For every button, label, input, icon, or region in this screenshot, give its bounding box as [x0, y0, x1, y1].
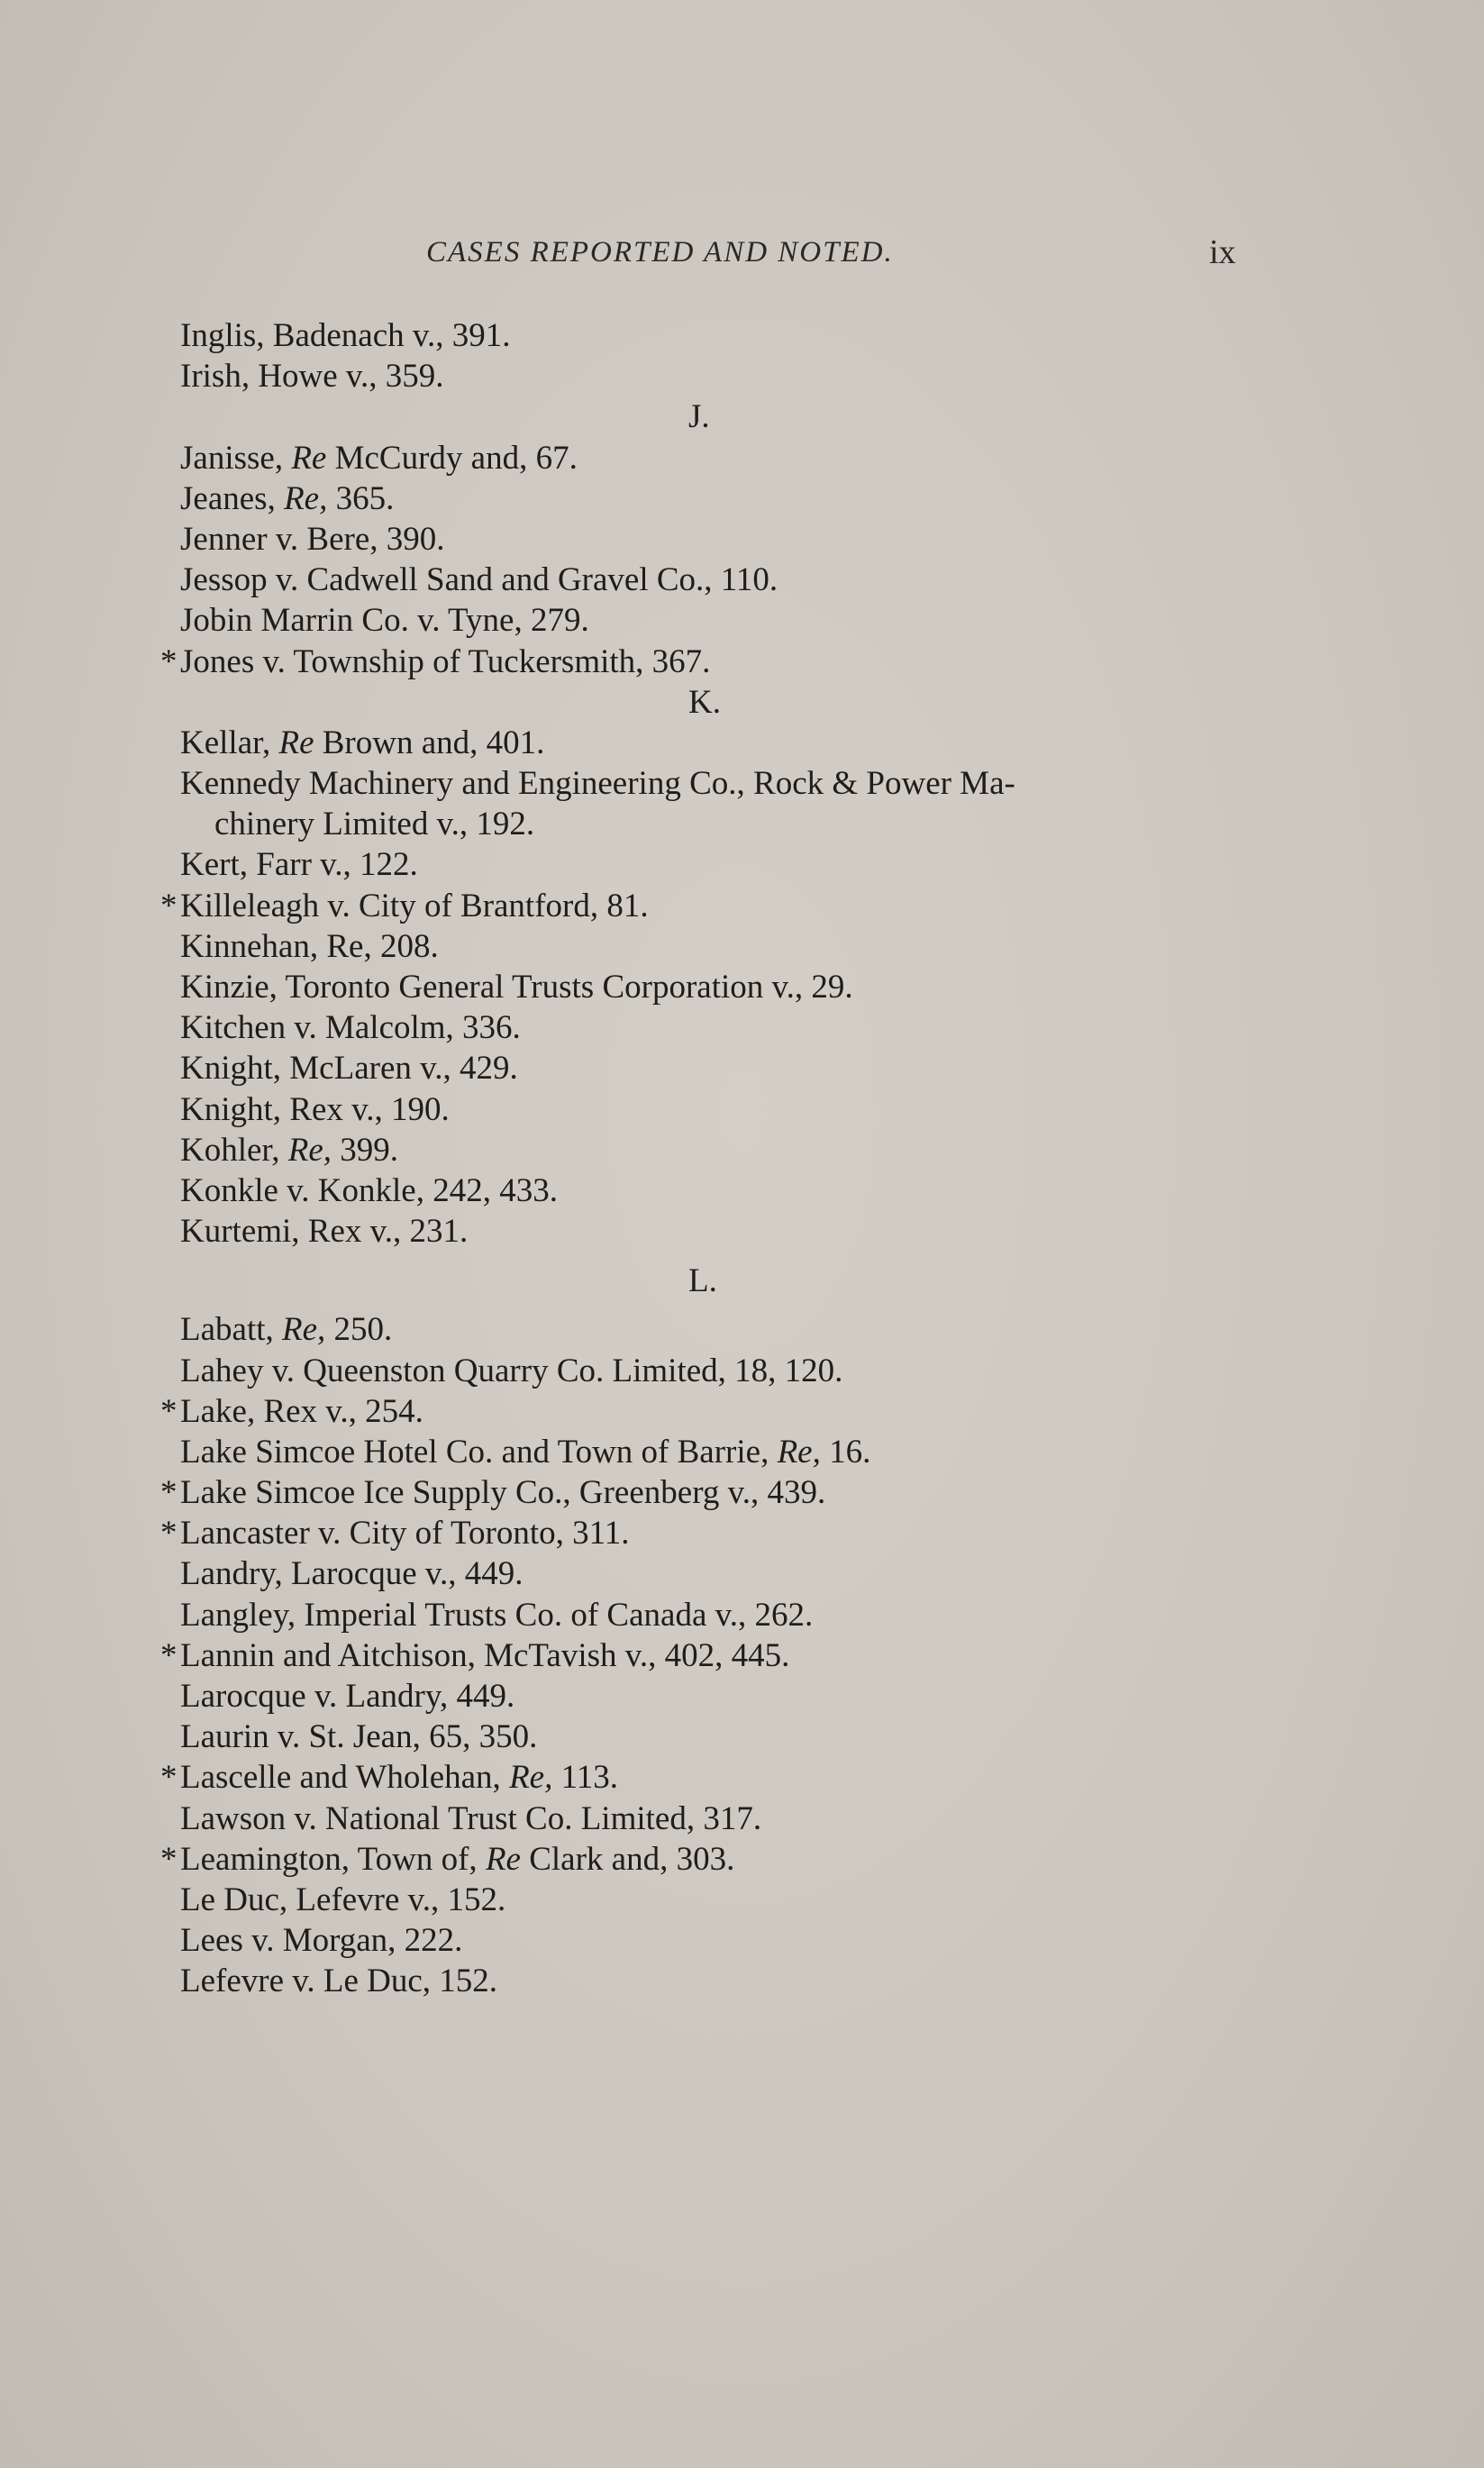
case-entry-part: Lefevre v. Le Duc, 152. [180, 1963, 498, 2000]
case-entry-part: Kinzie, Toronto General Trusts Corporation v., 29. [180, 969, 853, 1006]
case-entry-part: Jeanes, [180, 479, 285, 517]
case-entry-italic-part: Re, [284, 479, 328, 517]
case-entry-part: Irish, Howe v., 359. [180, 358, 444, 396]
case-entry-part: 16. [820, 1433, 871, 1471]
page-number: ix [1209, 233, 1236, 271]
case-entry-text [180, 1717, 537, 1757]
case-entry-part: 399. [332, 1131, 399, 1169]
reported-case-asterisk: * [160, 1392, 178, 1430]
case-entry-text [180, 967, 853, 1007]
case-entry-text [180, 438, 578, 478]
case-entry-italic-part: Re [291, 439, 327, 477]
case-index-list [0, 315, 1484, 2002]
case-entry-part: Lake Simcoe Ice Supply Co., Greenberg v., 439. [180, 1474, 826, 1512]
case-entry-part: 250. [325, 1311, 393, 1349]
section-letter-text: L. [688, 1262, 717, 1300]
running-title: CASES REPORTED AND NOTED. [426, 236, 894, 269]
case-entry-part: Laurin v. St. Jean, 65, 350. [180, 1718, 538, 1756]
case-entry-part: Jenner v. Bere, 390. [180, 520, 445, 558]
case-entry-part: Knight, Rex v., 190. [180, 1090, 450, 1128]
case-entry-text [180, 1799, 761, 1839]
case-entry [0, 356, 1484, 396]
case-entry [0, 1553, 1484, 1594]
case-entry [0, 1635, 1484, 1676]
case-entry-continuation [0, 804, 1484, 844]
case-entry-part: Kinnehan, Re, 208. [180, 927, 439, 965]
case-entry-part: Kurtemi, Rex v., 231. [180, 1213, 469, 1251]
case-entry-part: Jones v. Township of Tuckersmith, 367. [180, 642, 711, 680]
section-letter [0, 682, 1484, 723]
case-entry-text [180, 844, 418, 885]
case-entry [0, 1309, 1484, 1350]
case-entry [0, 1799, 1484, 1839]
case-entry-text [180, 926, 439, 967]
case-entry-part: Lascelle and Wholehan, [180, 1759, 510, 1797]
case-entry [0, 1920, 1484, 1961]
reported-case-asterisk: * [160, 1759, 178, 1797]
case-entry-part: Lawson v. National Trust Co. Limited, 317. [180, 1799, 762, 1837]
section-letter [0, 1252, 1484, 1309]
case-entry [0, 1130, 1484, 1170]
case-entry-text [180, 519, 445, 560]
case-entry-part: Lahey v. Queenston Quarry Co. Limited, 18, 120. [180, 1352, 843, 1389]
case-entry-text [180, 1391, 423, 1432]
case-entry-part: Lake, Rex v., 254. [180, 1392, 423, 1430]
case-entry-part: 113. [552, 1759, 618, 1797]
reported-case-asterisk: * [160, 887, 178, 924]
case-entry [0, 1432, 1484, 1472]
case-entry-part: Leamington, Town of, [180, 1840, 486, 1878]
case-entry-part: Janisse, [180, 439, 292, 477]
case-entry [0, 315, 1484, 356]
case-entry-part: Kennedy Machinery and Engineering Co., Rock & Power Ma- [180, 765, 1015, 803]
case-entry-part: Lannin and Aitchison, McTavish v., 402, 445. [180, 1636, 790, 1674]
case-entry-text [180, 1351, 842, 1391]
section-letter-text: J. [688, 398, 710, 436]
case-entry [0, 967, 1484, 1007]
case-entry-part: Inglis, Badenach v., 391. [180, 317, 511, 354]
case-entry-part: Jobin Marrin Co. v. Tyne, 279. [180, 602, 589, 640]
case-entry-text [180, 315, 511, 356]
case-entry [0, 1961, 1484, 2001]
case-entry-text [180, 1880, 505, 1920]
section-letter [0, 396, 1484, 437]
case-entry [0, 600, 1484, 641]
case-entry [0, 1880, 1484, 1920]
case-entry-part: Lancaster v. City of Toronto, 311. [180, 1515, 630, 1553]
case-entry-part: Kellar, [180, 724, 279, 761]
case-entry-continuation-text: chinery Limited v., 192. [214, 806, 535, 843]
case-entry-part: Konkle v. Konkle, 242, 433. [180, 1171, 558, 1209]
case-entry-text [180, 478, 394, 519]
case-entry [0, 1089, 1484, 1130]
case-entry-italic-part: Re, [777, 1433, 821, 1471]
case-entry [0, 560, 1484, 600]
case-entry-part: Clark and, 303. [520, 1840, 735, 1878]
case-entry [0, 478, 1484, 519]
case-entry-text [180, 723, 544, 763]
case-entry [0, 1676, 1484, 1717]
case-entry-text [180, 1048, 518, 1088]
case-entry-text [180, 1007, 521, 1048]
case-entry-text [180, 1089, 450, 1130]
case-entry-italic-part: Re [485, 1840, 521, 1878]
case-entry-part: Kitchen v. Malcolm, 336. [180, 1009, 521, 1047]
case-entry [0, 1211, 1484, 1252]
case-entry-part: McCurdy and, 67. [326, 439, 578, 477]
case-entry [0, 763, 1484, 804]
case-entry-part: Labatt, [180, 1311, 283, 1349]
case-entry-text [180, 1309, 392, 1350]
case-entry [0, 1757, 1484, 1798]
case-entry-part: Larocque v. Landry, 449. [180, 1678, 515, 1715]
case-entry-text [180, 1472, 825, 1513]
case-entry-part: Jessop v. Cadwell Sand and Gravel Co., 110. [180, 561, 778, 599]
case-entry [0, 438, 1484, 478]
case-entry [0, 1048, 1484, 1088]
case-entry-text [180, 1432, 870, 1472]
case-entry [0, 1839, 1484, 1880]
case-entry-text [180, 1595, 813, 1635]
case-entry-text [180, 1757, 618, 1798]
case-entry [0, 642, 1484, 682]
case-entry-text [180, 1211, 468, 1252]
case-entry-text [180, 886, 649, 926]
case-entry-part: Kohler, [180, 1131, 288, 1169]
case-entry [0, 1351, 1484, 1391]
reported-case-asterisk: * [160, 1636, 178, 1674]
case-entry-italic-part: Re [278, 724, 314, 761]
case-entry-text [180, 1920, 462, 1961]
case-entry [0, 1007, 1484, 1048]
case-entry-text [180, 1170, 558, 1211]
case-entry-text [180, 600, 589, 641]
case-entry-text [180, 763, 1015, 804]
page-header [0, 233, 1484, 276]
case-entry [0, 723, 1484, 763]
reported-case-asterisk: * [160, 642, 178, 680]
case-entry-text [180, 642, 710, 682]
case-entry-part: Brown and, 401. [314, 724, 545, 761]
case-entry-italic-part: Re, [282, 1311, 326, 1349]
case-entry-text [180, 1513, 630, 1553]
case-entry-part: Killeleagh v. City of Brantford, 81. [180, 887, 649, 924]
case-entry [0, 1472, 1484, 1513]
case-entry-part: Kert, Farr v., 122. [180, 846, 418, 884]
reported-case-asterisk: * [160, 1840, 178, 1878]
reported-case-asterisk: * [160, 1515, 178, 1553]
case-entry-text [180, 1676, 514, 1717]
case-entry-text [180, 1130, 398, 1170]
case-entry-part: Lees v. Morgan, 222. [180, 1922, 463, 1960]
case-entry-part: Le Duc, Lefevre v., 152. [180, 1881, 506, 1918]
case-entry [0, 1391, 1484, 1432]
case-entry [0, 844, 1484, 885]
case-entry-text [180, 1961, 497, 2001]
case-entry-italic-part: Re, [509, 1759, 553, 1797]
case-entry-italic-part: Re, [287, 1131, 332, 1169]
case-entry-text [180, 1553, 523, 1594]
case-entry-part: Lake Simcoe Hotel Co. and Town of Barrie, [180, 1433, 778, 1471]
case-entry-part: 365. [327, 479, 395, 517]
case-entry [0, 886, 1484, 926]
reported-case-asterisk: * [160, 1474, 178, 1512]
case-entry [0, 926, 1484, 967]
case-entry [0, 1595, 1484, 1635]
section-letter-text: K. [688, 683, 721, 721]
case-entry-text [180, 356, 444, 396]
case-entry-text [180, 560, 778, 600]
case-entry [0, 1170, 1484, 1211]
case-entry-part: Knight, McLaren v., 429. [180, 1050, 518, 1088]
case-entry-text [180, 1635, 789, 1676]
case-entry-part: Langley, Imperial Trusts Co. of Canada v., 262. [180, 1596, 814, 1634]
case-entry [0, 1717, 1484, 1757]
case-entry [0, 519, 1484, 560]
case-entry-part: Landry, Larocque v., 449. [180, 1555, 523, 1593]
case-entry-text [180, 1839, 734, 1880]
case-entry [0, 1513, 1484, 1553]
